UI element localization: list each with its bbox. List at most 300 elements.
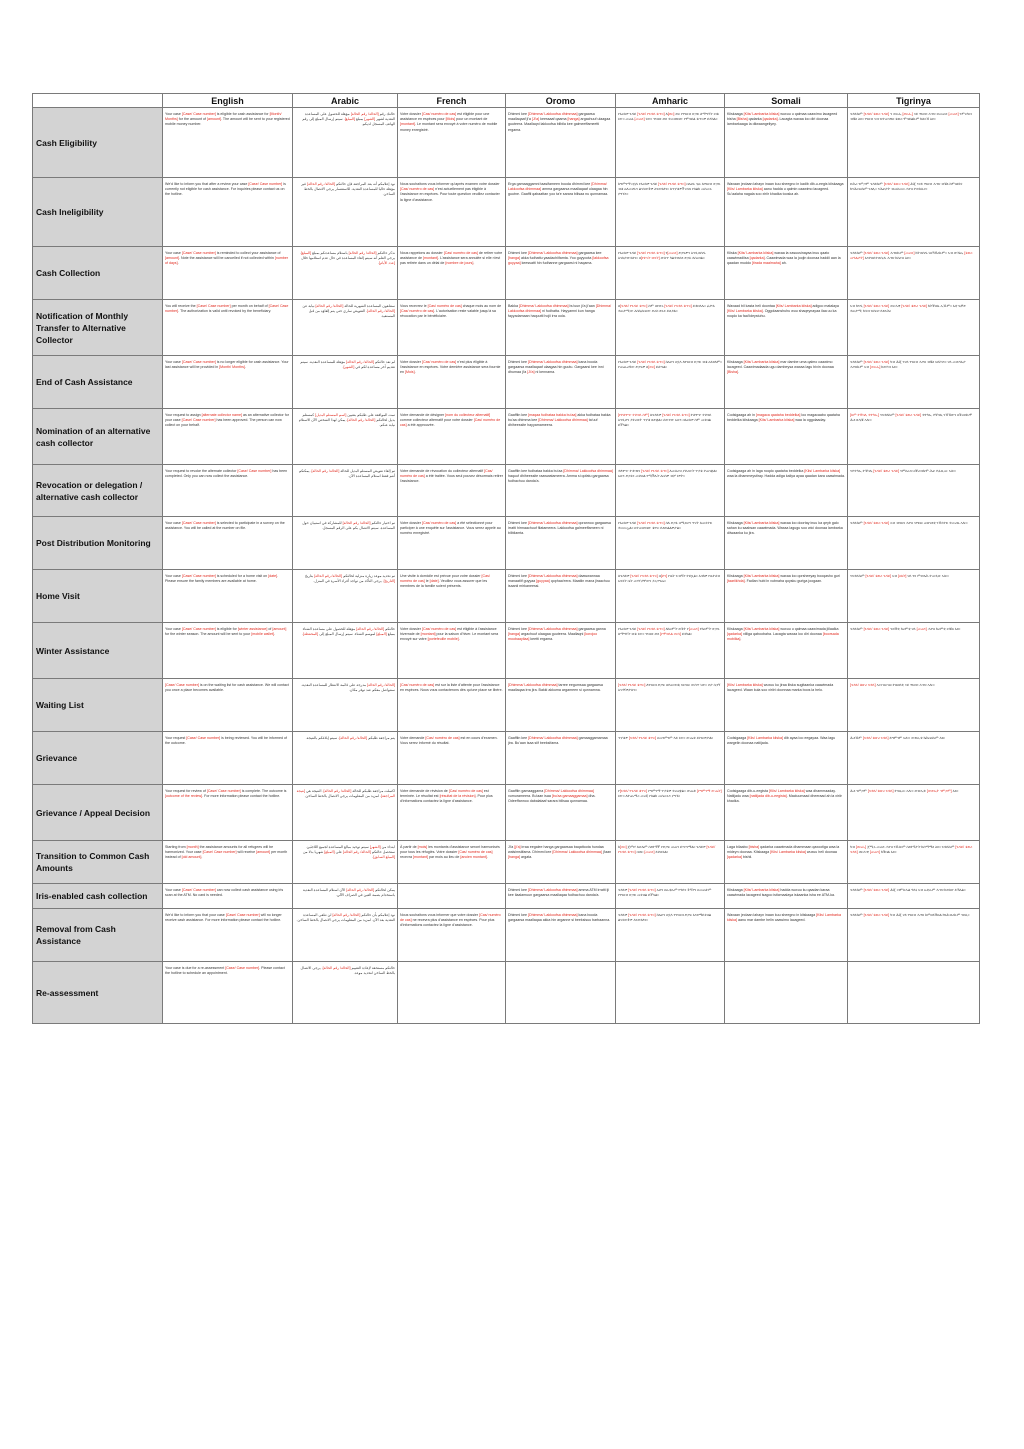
placeholder-token: [ጉዳይ/ የጉዳይ ቁጥር] [637, 360, 665, 364]
placeholder-token: [ጉዳይ/ የጉዳይ ቁጥር] [641, 469, 669, 473]
cell-tigrinya: ሕቶኹም [ጉዳይ/ ቁጽሪ ጉዳይ] ይግምገም ኣሎ። ውጽኢቱ ክሕበረኩም እዩ። [848, 732, 980, 785]
placeholder-token: [الحالة/ رقم الحالة] [350, 112, 379, 116]
placeholder-token: [ጉዳይ/ ቁጽሪ ጉዳይ] [867, 789, 894, 793]
table-row [33, 517, 980, 570]
cell-arabic: حالتك رقم [الحالة/ رقم الحالة] مؤهلة للحصول على المساعدة النقدية لشهر [الشهر] بمبلغ [المبلغ]. سيتم إرسال المبلغ إلى رقم الهاتف المسجل لديكم. [293, 108, 398, 178]
placeholder-token: [Kiis/ Lambarka kiiska] [770, 850, 806, 855]
cell-amharic: የ[ጉዳይ/ የጉዳይ ቁጥር] የግምገማ ጥያቄዎ ተጠናቋል። ውጤቱ [የግምገማ ውጤት] ነው። ለተጨማሪ መረጃ የስልክ መስመሩን ያግኙ። [616, 785, 725, 841]
placeholder-token: [Bisha] [736, 117, 748, 122]
placeholder-token: [Case/ Case number] [165, 683, 199, 687]
cell-arabic: يتم مراجعة طلبكم [الحالة/ رقم الحالة]. سيتم إبلاغكم بالنتيجة. [293, 732, 398, 785]
placeholder-token: [hanga] [508, 256, 520, 261]
placeholder-token: [Cas/ numéro de cas] [400, 418, 501, 428]
cell-arabic: نود إعلامكم أنه بعد المراجعة فإن حالتكم [الحالة/ رقم الحالة] غير مؤهلة حاليا للمساعدة النقدية. للاستفسار يرجى الاتصال بالخط الساخن. [293, 178, 398, 247]
placeholder-token: [ጉዳይ/ ቁጽሪ ጉዳይ] [863, 521, 890, 525]
placeholder-token: [Kiis/ Lambarka kiiska] [727, 187, 763, 192]
placeholder-token: [Cas/ numéro de cas] [421, 627, 457, 631]
placeholder-token: [ጉዳይ/ የጉዳይ ቁጥር] [637, 112, 665, 116]
cell-arabic: يمكن لحالتكم [الحالة/ رقم الحالة] الآن استلام المساعدة النقدية باستخدام بصمة العين في الصراف الآلي. [293, 884, 398, 909]
row-label: Cash Eligibility [33, 108, 163, 178]
placeholder-token: [Kiis/ Lambarka kiiska] [743, 360, 780, 364]
cell-french: Nous souhaitons vous informer qu'après examen votre dossier [Cas/ numéro de cas] n'est actuellement pas éligible à l'assistance en espèces. Pour toute question veuillez contacter la ligne d'assistance. [398, 178, 506, 247]
placeholder-token: [التاريخ] [383, 579, 395, 584]
placeholder-token: [hanga] [567, 117, 580, 122]
placeholder-token: [الحالة/ رقم الحالة] [367, 683, 395, 687]
placeholder-token: [Case/ Case number] [181, 574, 216, 578]
placeholder-token: [ji'a] [514, 845, 521, 849]
placeholder-token: [nombre de jours] [445, 261, 474, 266]
placeholder-token: [ጉዳይ/ ቁጽሪ ጉዳይ] [873, 469, 899, 473]
cell-english: We'd like to inform you that after a review your case [Case/ Case number] is currently not eligible for cash assistance. For inquiries please contact us on the hotline. [163, 178, 293, 247]
table-row [33, 409, 980, 465]
placeholder-token: [ጉዳይ/ ቁጽሪ ጉዳይ] [863, 888, 890, 892]
cell-amharic: ጉዳይዎ [ጉዳይ/ የጉዳይ ቁጥር] አሁን በኤቲኤም የዓይን ቅኝትን በመጠቀም የገንዘብ ድጋፍ መቀበል ይችላል። [616, 884, 725, 909]
table-row [33, 962, 980, 1024]
header-arabic: Arabic [293, 94, 398, 108]
placeholder-token: [Dhimma/ Lakkoofsa dhimmaa] [563, 469, 613, 473]
placeholder-token: [Kiis/ Lambarka kiiska] [737, 251, 774, 255]
placeholder-token: [nom du collecteur alternatif] [445, 413, 491, 417]
placeholder-token: [ጉዳይ/ ቁጽሪ ጉዳይ] [863, 360, 890, 364]
cell-somali: Codsigaaga dib-u-eegista [Kiis/ Lambarka kiiska] waa dhammaaday. Natiijadu waa [natiijada dib-u-eegista]. Macluumaad dheeraad ah la xiriir khadka. [725, 785, 848, 841]
placeholder-token: [tirada maalmaha] [751, 261, 781, 266]
placeholder-token: [ጉዳይ/ የጉዳይ ቁጥር] [628, 888, 656, 892]
row-label: Transition to Common Cash Amounts [33, 841, 163, 884]
placeholder-token: [الحالة/ رقم الحالة] [367, 309, 395, 314]
cell-french: Votre demande de révocation du collecteur alternatif [Cas/ numéro de cas] a été traitée. Vous seul pouvez désormais retirer l'assistance. [398, 465, 506, 517]
placeholder-token: [ጉዳይ/ ቁጽሪ ጉዳይ] [863, 627, 890, 631]
cell-french [398, 962, 506, 1024]
placeholder-token: [Case/ Case number] [248, 182, 283, 186]
placeholder-token: [ወርሒ] [902, 112, 913, 116]
placeholder-token: [الحالة/ رقم الحالة] [348, 251, 377, 255]
placeholder-token: [amount] [272, 627, 287, 631]
row-label: Grievance [33, 732, 163, 785]
row-label: Post Distribution Monitoring [33, 517, 163, 570]
cell-oromo: Erga gamaaggamni taasifameen booda dhimmi kee [Dhimma/ Lakkoofsa dhimmaa] amma gargaarsa maallaqaaf ulaagaa hin guutne. Gaaffii qabaattan yoo ta'e sarara bilisaa nu qunnamaa. [506, 178, 616, 247]
header-row [33, 94, 980, 108]
placeholder-token: [اسم المستلم البديل] [315, 413, 347, 417]
table-row [33, 178, 980, 247]
placeholder-token: [ወር] [619, 845, 627, 849]
cell-arabic: [الحالة/ رقم الحالة] مدرجة على قائمة الانتظار للمساعدة النقدية. سنتواصل معكم عند توفر مكان. [293, 679, 398, 732]
placeholder-token: [ጉዳይ/ ቁጽሪ ጉዳይ] [863, 913, 890, 917]
row-label: Re-assessment [33, 962, 163, 1024]
placeholder-token: [portefeuille mobile] [427, 637, 459, 642]
cell-arabic: تم إلغاء تفويض المستلم البديل للحالة [الحالة/ رقم الحالة]. يمكنكم أنتم فقط استلام المساعدة الآن. [293, 465, 398, 517]
placeholder-token: [Cas/ numéro de cas] [400, 913, 501, 923]
placeholder-token: [መጠን] [948, 112, 959, 116]
placeholder-token: [Case/ Case number] [181, 627, 216, 631]
cell-english: [Case/ Case number] is on the waiting list for cash assistance. We will contact you once a place becomes available. [163, 679, 293, 732]
placeholder-token: [montant] [412, 855, 428, 860]
table-row [33, 570, 980, 623]
cell-arabic: ستتلقون المساعدة الشهرية للحالة [الحالة/ رقم الحالة] نيابة عن [الحالة/ رقم الحالة]. التفويض ساري حتى يتم إلغاؤه من قبل المستفيد. [293, 300, 398, 356]
cell-tigrinya: ጉዳይኩም [ጉዳይ/ ቁጽሪ ጉዳይ] ኣብ ብዛዕባ ሓገዝ ዝግበር መጽናዕቲ ንኽሳተፍ ተመሪጹ ኣሎ። [848, 517, 980, 570]
placeholder-token: [ጉዳይ/ የጉዳይ ቁጥር] [662, 413, 690, 417]
placeholder-token: [ጉዳይ/ ቁጽሪ ጉዳይ] [863, 112, 890, 116]
cell-french: Votre dossier [Cas/ numéro de cas] est éligible pour une assistance en espèces pour [Mois] pour un montant de [montant]. Le montant sera envoyé à votre numéro de mobile money enregistré. [398, 108, 506, 178]
cell-english: Your case [Case/ Case number] can now collect cash assistance using iris scan at the ATM. No card is needed. [163, 884, 293, 909]
table-row [33, 247, 980, 300]
cell-french: Votre demande de désigner [nom du collecteur alternatif] comme collecteur alternatif pour votre dossier [Cas/ numéro de cas] a été approuvée. [398, 409, 506, 465]
placeholder-token: [نتيجة المراجعة] [296, 789, 395, 799]
placeholder-token: [Dhimma/ Lakkoofsa dhimmaa] [527, 913, 578, 917]
placeholder-token: [عدد الأيام] [379, 261, 395, 266]
placeholder-token: [መጠን] [644, 850, 655, 855]
cell-french [398, 884, 506, 909]
cell-arabic: ابتداء من [الشهر] سيتم توحيد مبالغ المساعدة لجميع اللاجئين. ستحصل حالتكم [الحالة/ رقم الحالة] على [المبلغ] شهريا بدلا من [المبلغ السابق]. [293, 841, 398, 884]
row-label: Home Visit [33, 570, 163, 623]
cell-oromo: Dhimmi kee [Dhimma/ Lakkoofsa dhimmaa] amma ATM irratti iji kee ilaalamuun gargaarsa maallaqaa fudhachuu danda'a. [506, 884, 616, 909]
cell-french: Votre demande [Cas/ numéro de cas] est en cours d'examen. Vous serez informé du résultat. [398, 732, 506, 785]
placeholder-token: [winter assistance] [237, 627, 268, 631]
placeholder-token: [Ji'a] [527, 370, 535, 375]
placeholder-token: [Case/ Case number] [202, 850, 237, 855]
placeholder-token: [Kiis/ Lambarka kiiska] [743, 521, 780, 525]
cell-tigrinya: ኣብ ክንዲ [ጉዳይ/ ቁጽሪ ጉዳይ] ወርሓዊ [ጉዳይ/ ቁጽሪ ጉዳይ] ክትቕበሉ ኢኹም። እቲ ፍቓድ ተጠቃሚ ክሳብ ዝስርዞ ይጸንሕ። [848, 300, 980, 356]
placeholder-token: [maqaa fudhataa bakka bu'aa] [528, 413, 577, 417]
placeholder-token: [Cas/ numéro de cas] [400, 683, 435, 687]
placeholder-token: [ወርሒ] [870, 365, 881, 370]
placeholder-token: [Dhimma/ Lakkoofsa dhimmaa] [552, 850, 602, 855]
placeholder-token: [amount] [256, 850, 271, 855]
cell-tigrinya: ሕቶ ገምጋም [ጉዳይ/ ቁጽሪ ጉዳይ] ተዛዚሙ ኣሎ። ውጽኢቱ [ውጽኢት ገምጋም] እዩ። [848, 785, 980, 841]
cell-english: Your case [Case/ Case number] is scheduled for a home visit on [date]. Please ensure the family members are available at home. [163, 570, 293, 623]
message-translation-table [32, 93, 980, 1024]
placeholder-token: [ወርሒ] [855, 845, 867, 849]
placeholder-token: [Bisha] [727, 370, 738, 375]
cell-english: Your case [Case/ Case number] is reminded to collect your assistance of [amount]. Note the assistance will be cancelled if not collected within [number of days]. [163, 247, 293, 300]
row-label: Grievance / Appeal Decision [33, 785, 163, 841]
placeholder-token: [ጉዳይ/ ቁጽሪ ጉዳይ] [850, 683, 876, 687]
placeholder-token: [መጠን] [634, 117, 645, 122]
cell-french: Une visite à domicile est prévue pour votre dossier [Cas/ numéro de cas] le [date]. Veuillez vous assurer que les membres de la famille soient présents. [398, 570, 506, 623]
placeholder-token: [ጉዳይ/ የጉዳይ ቁጥር] [658, 182, 686, 186]
placeholder-token: [Mois] [405, 370, 415, 375]
cell-oromo: Dhimmi kee [Dhimma/ Lakkoofsa dhimmaa] gargaarsa ganna [hanga] argachuuf ulaagaa guuteera. Maallaqni [korojoo moobaayilaa] keetti ergama. [506, 623, 616, 679]
placeholder-token: [የግምገማ ውጤት] [697, 789, 722, 793]
placeholder-token: [montant] [422, 256, 438, 261]
placeholder-token: [የቀናት ብዛት] [640, 256, 660, 261]
table-row [33, 841, 980, 884]
placeholder-token: [mobile wallet] [251, 632, 275, 637]
placeholder-token: [Case/ Case number] [225, 966, 260, 970]
cell-oromo: [Dhimma/ Lakkoofsa dhimmaa] tarree eegumsaa gargaarsa maallaqaa irra jira. Bakki akkuma argameen si qunnamna. [506, 679, 616, 732]
placeholder-token: [Dhimma/ Lakkoofsa dhimmaa] [528, 736, 578, 740]
row-label: Notification of Monthly Transfer to Alternative Collector [33, 300, 163, 356]
placeholder-token: [ጉዳይ/ ቁጽሪ ጉዳይ] [863, 304, 890, 308]
placeholder-token: [korojoo moobaayilaa] [508, 632, 598, 642]
placeholder-token: [ጉዳይ/ ቁጽሪ ጉዳይ] [850, 845, 973, 855]
cell-french: Votre demande de révision de [Cas/ numéro de cas] est terminée. Le résultat est [résultat de la révision]. Pour plus d'informations contactez la ligne d'assistance. [398, 785, 506, 841]
placeholder-token: [montant] [400, 122, 415, 127]
placeholder-token: [ጉዳይ/ የጉዳይ ቁጥር] [628, 913, 656, 917]
placeholder-token: [Cas/ numéro de cas] [458, 850, 493, 855]
cell-somali: Kiiskaaga [Kiis/ Lambarka kiiska] waxaa loo doortay inuu ka qeyb galo sahan ku saabsan caawimada. Waxaa lagugu soo wici doonaa lambarka diiwaanka ku jira. [725, 517, 848, 570]
cell-somali: Waxaan jeclaan lahayn inaan kuu sheegno in kiiskaaga [Kiis/ Lambarka kiiska] aanu mar dambe helin caawimo lacageed. [725, 909, 848, 962]
row-label: Nomination of an alternative cash collector [33, 409, 163, 465]
placeholder-token: [Case/ Case number] [181, 418, 216, 423]
placeholder-token: [Dhimma/ Lakkoofsa dhimmaa] [527, 251, 578, 255]
placeholder-token: [الحالة/ رقم الحالة] [356, 627, 385, 631]
placeholder-token: [ጉዳይ/ ቁጽሪ ጉዳይ] [895, 413, 922, 417]
placeholder-token: [الحالة/ رقم الحالة] [347, 418, 376, 423]
placeholder-token: [Case/ Case number] [237, 469, 272, 473]
placeholder-token: [qadarka] [749, 256, 765, 261]
placeholder-token: [ጉዳይ/ የጉዳይ ቁጥር] [618, 683, 646, 687]
cell-amharic: ተለዋጭ ተቀባዩን [ጉዳይ/ የጉዳይ ቁጥር] ለመሰረዝ ያቀረቡት ጥያቄ ተጠናቋል። አሁን ድጋፉን መቀበል የሚችሉት እርስዎ ብቻ ነዎት። [616, 465, 725, 517]
placeholder-token: [Dhimma/ Lakkoofsa dhimmaa] [527, 627, 578, 631]
placeholder-token: [الحالة/ رقم الحالة] [323, 789, 352, 793]
placeholder-token: [date] [268, 574, 278, 578]
cell-somali: [Kiis/ Lambarka kiiska] wuxuu ku jiraa liiska sugitaanka caawimada lacageed. Waan kula soo xiriiri doonnaa marka boos la helo. [725, 679, 848, 732]
placeholder-token: [Kiis/ Lambarka kiiska] [758, 418, 795, 423]
placeholder-token: [الحالة/ رقم الحالة] [346, 360, 375, 364]
header-corner [33, 94, 163, 108]
cell-french: À partir de [mois] les montants d'assistance seront harmonisés pour tous les réfugiés. Votre dossier [Cas/ numéro de cas] recevra [montant] par mois au lieu de [ancien montant]. [398, 841, 506, 884]
placeholder-token: [Dhimma/ Lakkoofsa dhimmaa] [527, 521, 578, 525]
placeholder-token: [ጉዳይ/ የጉዳይ ቁጥር] [637, 521, 665, 525]
header-oromo: Oromo [506, 94, 616, 108]
cell-oromo: Dhimmi kee [Dhimma/ Lakkoofsa dhimmaa] daawwannaa manaatiif guyyaa [guyyaa] qophaa'eera. Maatiin mana jiraachuu isaanii mirkaneessi. [506, 570, 616, 623]
cell-tigrinya: ጉዳይኩም [ጉዳይ/ ቁጽሪ ጉዳይ] ሓገዝኩም [መጠን] ክትወስዱ ነዘኻኽረኩም። ኣብ ውሽጢ [ቁጽሪ መዓልታት] እንተዘይተወሲዱ ሓገዝ ክስረዝ እዩ። [848, 247, 980, 300]
cell-english: Your case is due for a re-assessment [Case/ Case number]. Please contact the hotline to schedule an appointment. [163, 962, 293, 1024]
placeholder-token: [Case/ Case number] [181, 112, 216, 116]
row-label: Winter Assistance [33, 623, 163, 679]
cell-english: Your request [Case/ Case number] is being reviewed. You will be informed of the outcome. [163, 732, 293, 785]
cell-oromo: Gaaffiin kee fudhataa bakka bu'aa [Dhimma/ Lakkoofsa dhimmaa] haquuf dhiheessite raawwatameera. Amma si qofatu gargaarsa fudhachuu danda'a. [506, 465, 616, 517]
placeholder-token: [መጠን] [688, 627, 699, 631]
placeholder-token: [Month/ Months] [219, 365, 245, 370]
placeholder-token: [Cas/ numéro de cas] [425, 736, 460, 740]
cell-amharic: የእርስዎ ጉዳይ [ጉዳይ/ የጉዳይ ቁጥር] ከአሁን በኋላ ለገንዘብ ድጋፍ ብቁ አይደለም። የመጨረሻው ድጋፍዎ በ[ወር] ይሰጣል። [616, 356, 725, 409]
cell-arabic: حالتكم [الحالة/ رقم الحالة] مؤهلة للحصول على مساعدة الشتاء بمبلغ [المبلغ] لموسم الشتاء. سيتم إرسال المبلغ إلى [المحفظة]. [293, 623, 398, 679]
cell-somali: Kiiskaaga [Kiis/ Lambarka kiiska] hadda wuxuu ku qaadan karaa caawimada lacageed isagoo isticmaalaya iskaanka isha ee ATM-ka. [725, 884, 848, 909]
placeholder-token: [number of days] [165, 256, 289, 266]
cell-tigrinya: ጉዳይኩም [ጉዳይ/ ቁጽሪ ጉዳይ] ንወቕቲ ክረምቲ ናይ [መጠን] ሓገዝ ክረምቲ ብቑዕ እዩ። [848, 623, 980, 679]
placeholder-token: [montant] [420, 632, 436, 637]
placeholder-token: [month] [186, 845, 199, 849]
cell-oromo: Dhimmi kee [Dhimma/ Lakkoofsa dhimmaa] qorannoo gargaarsa irratti hirmaachuuf filatameera. Lakkoofsa galmeeffameen ni bilbilamta. [506, 517, 616, 570]
placeholder-token: [ጉዳይ/ የጉዳይ ቁጥር] [630, 574, 658, 578]
header-tigrinya: Tigrinya [848, 94, 980, 108]
placeholder-token: [መጠን] [916, 627, 927, 631]
placeholder-token: [ዕለት] [898, 574, 907, 578]
cell-arabic: تم اختيار حالتكم [الحالة/ رقم الحالة] للمشاركة في استبيان حول المساعدة. سيتم الاتصال بكم على الرقم المسجل. [293, 517, 398, 570]
placeholder-token: [ጉዳይ/ ቁጽሪ ጉዳይ] [883, 182, 910, 186]
placeholder-token: [الحالة/ رقم الحالة] [342, 521, 371, 525]
placeholder-token: [ቀን] [660, 574, 668, 578]
cell-english: Your case [Case/ Case number] is selected to participate in a survey on the assistance. You will be called at the number on file. [163, 517, 293, 570]
placeholder-token: [guyyaa] [536, 579, 550, 584]
cell-amharic [616, 962, 725, 1024]
placeholder-token: [Month/ Months] [165, 112, 282, 122]
placeholder-token: [Kiis/ Lambarka kiiska] [727, 913, 841, 923]
placeholder-token: [Kiis/ Lambarka kiiska] [743, 627, 780, 631]
placeholder-token: [Case/ Case number] [181, 521, 216, 525]
table-row [33, 909, 980, 962]
cell-somali: Kiiskaaga [Kiis/ Lambarka kiiska] wuxuu u qalmaa caawimo lacageed bisha [Bisha] qadarka [qadarka]. Lacagta waxaa loo diri doonaa lambarkaaga la diiwaangeliyey. [725, 108, 848, 178]
cell-tigrinya [848, 962, 980, 1024]
placeholder-token: [Cas/ numéro de cas] [421, 360, 457, 364]
placeholder-token: [Dhimma/ Lakkoofsa dhimmaa] [538, 418, 588, 423]
row-label: Revocation or delegation / alternative cash collector [33, 465, 163, 517]
cell-oromo: Dhimmi kee [Dhimma/ Lakkoofsa dhimmaa] kana booda gargaarsa maallaqaaf ulaagaa hin guutu. Gargaarsi kee inni dhumaa ji'a [Ji'a] ni kennama. [506, 356, 616, 409]
cell-french: Vous recevrez le [Cas/ numéro de cas] chaque mois au nom de [Cas/ numéro de cas]. L'autorisation reste valable jusqu'à sa révocation par le bénéficiaire. [398, 300, 506, 356]
placeholder-token: [Cas/ numéro de cas] [421, 521, 457, 525]
row-label: Removal from Cash Assistance [33, 909, 163, 962]
placeholder-token: [الشهر] [369, 845, 381, 849]
cell-oromo: Gaaffiin kee [Dhimma/ Lakkoofsa dhimmaa] gamaaggamamaa jira. Bu'aan isaa siif beeksifama. [506, 732, 616, 785]
cell-somali: Laga bilaabo [bisha] qadarka caawimada dhammaan qaxootiga waa la mideyn doonaa. Kiiskaaga [Kiis/ Lambarka kiiska] wuxuu heli doonaa [qadarka] bishii. [725, 841, 848, 884]
cell-amharic: [የተለዋጭ ተቀባይ ስም] ለጉዳይዎ [ጉዳይ/ የጉዳይ ቁጥር] ተለዋጭ ተቀባይ እንዲሆን ያቀረቡት ጥያቄ ጸድቋል። ሰውየው አሁን በእርስዎ ስም መቀበል ይችላል። [616, 409, 725, 465]
header-french: French [398, 94, 506, 108]
cell-english: Your request for review of [Case/ Case number] is complete. The outcome is [outcome of the review]. For more information please contact the hotline. [163, 785, 293, 841]
cell-oromo: Bakka [Dhimma/ Lakkoofsa dhimmaa] bu'uun ji'a ji'aan [Dhimma/ Lakkoofsa dhimmaa] ni fudhatta. Hayyamni kun hanga fayyadamaan haquutti hojii irra oola. [506, 300, 616, 356]
placeholder-token: [Cas/ numéro de cas] [400, 574, 490, 584]
row-label: Waiting List [33, 679, 163, 732]
placeholder-token: [Cas/ numéro de cas] [427, 304, 462, 308]
table-row [33, 884, 980, 909]
cell-amharic: ለጉዳይዎ [ጉዳይ/ የጉዳይ ቁጥር] በ[ቀን] የቤት ጉብኝት ተይዟል። እባክዎ የቤተሰብ አባላት ቤት መገኘታቸውን ያረጋግጡ። [616, 570, 725, 623]
placeholder-token: [ጉዳይ/ የጉዳይ ቁጥር] [637, 627, 665, 631]
cell-english: Your case [Case/ Case number] is no longer eligible for cash assistance. Your last assistance will be provided in [Month/ Months]. [163, 356, 293, 409]
cell-tigrinya: ጉዳይኩም [ጉዳይ/ ቁጽሪ ጉዳይ] ካብ ሕጂ ናይ ገንዘብ ሓገዝ ከምዘይቕበል ክንሕብረኩም ንደሊ። [848, 909, 980, 962]
placeholder-token: [Case/ Case number] [186, 736, 221, 740]
cell-english: Your request to revoke the alternate collector [Case/ Case number] has been completed. Only you can now collect the assistance. [163, 465, 293, 517]
row-label: End of Cash Assistance [33, 356, 163, 409]
cell-tigrinya: ጉዳይኩም [ጉዳይ/ ቁጽሪ ጉዳይ] ን ወርሒ [ወርሒ] ናይ ገንዘብ ሓገዝ ብመጠን [መጠን] ንምርካብ ብቑዕ እዩ። ገንዘብ ናብ ዝተመዝገበ ቁጽሪ ሞባይልኩም ክለኣኽ እዩ። [848, 108, 980, 178]
placeholder-token: [Case/ Case number] [225, 913, 260, 917]
placeholder-token: [المبلغ] [344, 117, 356, 122]
table-row [33, 300, 980, 356]
placeholder-token: [ጉዳይ/ የጉዳይ ቁጥር] [620, 304, 648, 308]
cell-french: Votre dossier [Cas/ numéro de cas] n'est plus éligible à l'assistance en espèces. Votre dernière assistance sera fournie en [Mois]. [398, 356, 506, 409]
placeholder-token: [Kiis/ Lambarka kiiska] [747, 736, 783, 740]
cell-tigrinya: ንጉዳይኩም [ጉዳይ/ ቁጽሪ ጉዳይ] ኣብ [ዕለት] ናይ ገዛ ምብጻሕ ተመዲቡ ኣሎ። [848, 570, 980, 623]
cell-amharic: በ[ጉዳይ/ የጉዳይ ቁጥር] ስም በየወሩ [ጉዳይ/ የጉዳይ ቁጥር] ይቀበላሉ። ፈቃዱ ተጠቃሚው እስኪሰርዘው ድረስ ጸንቶ ይቆያል። [616, 300, 725, 356]
cell-tigrinya: ንተተካኢ ተቐባሊ [ጉዳይ/ ቁጽሪ ጉዳይ] ንምስራዝ ዘቕረብኩሞ ሕቶ ተፈጺሙ ኣሎ። [848, 465, 980, 517]
placeholder-token: [Dhimma/ Lakkoofsa dhimmaa] [527, 574, 578, 578]
header-amharic: Amharic [616, 94, 725, 108]
cell-arabic: لم تعد حالتكم [الحالة/ رقم الحالة] مؤهلة للمساعدة النقدية. سيتم تقديم آخر مساعدة لكم في [الشهر]. [293, 356, 398, 409]
placeholder-token: [Kiis/ Lambarka kiiska] [727, 309, 763, 314]
placeholder-token: [Cas/ numéro de cas] [400, 309, 435, 314]
placeholder-token: [Cas/ numéro de cas] [400, 187, 435, 192]
placeholder-token: [Case/ Case number] [165, 304, 289, 314]
table-row [33, 108, 980, 178]
placeholder-token: [Dhimma/ Lakkoofsa dhimmaa] [544, 789, 594, 793]
placeholder-token: [hanga] [508, 632, 520, 637]
placeholder-token: [الحالة/ رقم الحالة] [339, 736, 368, 740]
cell-oromo [506, 962, 616, 1024]
placeholder-token: [mois] [417, 845, 428, 849]
cell-oromo: Dhimmi kee [Dhimma/ Lakkoofsa dhimmaa] gargaarsa kee [hanga] akka fudhattu yaadachiifamta. Yoo guyyoota [lakkoofsa guyyaa] keessatti hin fudhanne gargaarsi ni haqama. [506, 247, 616, 300]
header-english: English [163, 94, 293, 108]
placeholder-token: [Kiis/ Lambarka kiiska] [743, 574, 780, 578]
cell-oromo: Gaaffiin gamaaggama [Dhimma/ Lakkoofsa dhimmaa] xumurameera. Bu'aan isaa [bu'aa gamaaggamaa] dha. Odeeffannoo dabalataaf sarara bilisaa qunnamaa. [506, 785, 616, 841]
placeholder-token: [ጉዳይ/ የጉዳይ ቁጥር] [637, 251, 665, 255]
cell-amharic: የእርስዎ ጉዳይ [ጉዳይ/ የጉዳይ ቁጥር] ስለ ድጋፉ በሚደረግ ጥናት ለመሳተፍ ተመርጧል። በተመዘገበው ቁጥር ይደወልልዎታል። [616, 517, 725, 570]
placeholder-token: [الحالة/ رقم الحالة] [346, 888, 375, 892]
cell-oromo: Dhimmi kee [Dhimma/ Lakkoofsa dhimmaa] gargaarsa maallaqaaf ji'a [Ji'a] keessaaf qaama [hanga] argachuuf ulaagaa guuteera. Maallaqni lakkoofsa bilbila kee galmeeffameetti ergama. [506, 108, 616, 178]
cell-french: Nous rappelons au dossier [Cas/ numéro de cas] de retirer votre assistance de [montant]. L'assistance sera annulée si elle n'est pas retirée dans un délai de [nombre de jours]. [398, 247, 506, 300]
cell-somali: Codsigaaga ah in laga noqdo qaataha beddelka [Kiis/ Lambarka kiiska] waa la dhammeystiray. Hadda adiga kaliya ayaa qaadan kara caawimada. [725, 465, 848, 517]
placeholder-token: [qadarka] [762, 117, 778, 122]
placeholder-token: [الشهر] [343, 365, 355, 370]
placeholder-token: [መጠን] [869, 850, 880, 855]
placeholder-token: [Kiis/ Lambarka kiiska] [768, 789, 805, 793]
placeholder-token: [bisha] [748, 845, 760, 849]
placeholder-token: [Kiis/ Lambarka kiiska] [727, 683, 763, 687]
placeholder-token: [الحالة/ رقم الحالة] [322, 966, 351, 970]
cell-arabic: نود إعلامكم بأن حالتكم [الحالة/ رقم الحالة] لن تتلقى المساعدة النقدية بعد الآن. لمزيد من المعلومات يرجى الاتصال بالخط الساخن. [293, 909, 398, 962]
cell-tigrinya: [ስም ተቐባሊ ተተካኢ] ንጉዳይኩም [ጉዳይ/ ቁጽሪ ጉዳይ] ተተካኢ ተቐባሊ ንኽኸውን ዘቕረብኩሞ ሕቶ ጸዲቑ ኣሎ። [848, 409, 980, 465]
cell-tigrinya: [ጉዳይ/ ቁጽሪ ጉዳይ] ኣብ ዝርዝር ተጸበይቲ ናይ ገንዘብ ሓገዝ ኣሎ። [848, 679, 980, 732]
placeholder-token: [Cas/ numéro de cas] [443, 251, 478, 255]
placeholder-token: [ጉዳይ/ የጉዳይ ቁጥር] [664, 304, 692, 308]
placeholder-token: [የሞባይል ቦርሳ] [660, 632, 681, 637]
placeholder-token: [ጉዳይ/ ቁጽሪ ጉዳይ] [901, 304, 927, 308]
table-row [33, 732, 980, 785]
placeholder-token: [Case/ Case number] [206, 789, 241, 793]
placeholder-token: [qadarka] [727, 855, 742, 860]
placeholder-token: [المبلغ] [376, 632, 387, 637]
placeholder-token: [Dhimma/ Lakkoofsa dhimmaa] [508, 182, 607, 192]
placeholder-token: [Dhimma/ Lakkoofsa dhimmaa] [527, 888, 578, 892]
cell-arabic: نذكر حالتكم [الحالة/ رقم الحالة] باستلام مساعدتكم بمبلغ [المبلغ]. يرجى العلم أنه سيتم إلغاء المساعدة في حال عدم استلامها خلال [عدد الأيام]. [293, 247, 398, 300]
placeholder-token: [Mois] [445, 117, 456, 122]
placeholder-token: [መጠን] [667, 251, 678, 255]
cell-oromo: Ji'a [ji'a] irraa eegalee hanga gargaarsaa baqattoota hundaa walsimsiifama. Dhimmi kee [Dhimma/ Lakkoofsa dhimmaa] ji'aan [hanga] argata. [506, 841, 616, 884]
cell-arabic: تم تحديد موعد زيارة منزلية لحالتكم [الحالة/ رقم الحالة] بتاريخ [التاريخ]. يرجى التأكد من تواجد أفراد الأسرة في المنزل. [293, 570, 398, 623]
placeholder-token: [Dhimma/ Lakkoofsa dhimmaa] [527, 112, 578, 116]
placeholder-token: [taariikhda] [727, 579, 745, 584]
placeholder-token: [الحالة/ رقم الحالة] [307, 182, 336, 186]
placeholder-token: [Kiis/ Lambarka kiiska] [743, 112, 780, 116]
placeholder-token: [ጉዳይ/ የጉዳይ ቁጥር] [618, 845, 716, 855]
placeholder-token: [Cas/ numéro de cas] [421, 112, 457, 116]
header-somali: Somali [725, 94, 848, 108]
cell-somali: Codsigaaga ah in [magaca qaataha beddelka] loo magacaabo qaataha beddelka kiiskaaga [Kiis/ Lambarka kiiska] waa la oggolaaday. [725, 409, 848, 465]
placeholder-token: [Kiis/ Lambarka kiiska] [743, 888, 780, 892]
placeholder-token: [ጉዳይ/ ቁጽሪ ጉዳይ] [863, 251, 890, 255]
table-row [33, 679, 980, 732]
placeholder-token: [ancien montant] [460, 855, 487, 860]
cell-amharic: የእርስዎ ጉዳይ [ጉዳይ/ የጉዳይ ቁጥር] የ[መጠን] ድጋፍዎን እንዲወስዱ እናስታውሳለን። በ[የቀናት ብዛት] ውስጥ ካልተወሰደ ድጋፉ ይሰረዛል። [616, 247, 725, 300]
cell-french: Votre dossier [Cas/ numéro de cas] a été sélectionné pour participer à une enquête sur l'assistance. Vous serez appelé au numéro enregistré. [398, 517, 506, 570]
placeholder-token: [ወር] [648, 365, 655, 370]
cell-amharic: [ጉዳይ/ የጉዳይ ቁጥር] ለገንዘብ ድጋፍ በተጠባባቂ ዝርዝር ውስጥ ነው። ቦታ ሲገኝ እናገኝዎታለን። [616, 679, 725, 732]
placeholder-token: [Case/ Case number] [181, 888, 216, 892]
table-row [33, 465, 980, 517]
placeholder-token: [الحالة/ رقم الحالة] [314, 574, 343, 578]
placeholder-token: [ጉዳይ/ ቁጽሪ ጉዳይ] [862, 736, 889, 740]
placeholder-token: [Dhimma/ Lakkoofsa dhimmaa] [508, 683, 558, 687]
cell-somali [725, 962, 848, 1024]
cell-amharic: የእርስዎ ጉዳይ [ጉዳይ/ የጉዳይ ቁጥር] ለክረምት ወቅት የ[መጠን] የክረምት ድጋፍ ለማግኘት ብቁ ነው። ገንዘቡ ወደ [የሞባይል ቦርሳ] ይላካል። [616, 623, 725, 679]
placeholder-token: [alternate collector name] [201, 413, 242, 417]
placeholder-token: [qadarka] [727, 632, 742, 637]
cell-somali: Kiiskaaga [Kiis/ Lambarka kiiska] mar dambe uma qalmo caawimo lacageed. Caawimadaada ugu dambeysa waxaa lagu bixin doonaa [Bisha]. [725, 356, 848, 409]
placeholder-token: [date] [429, 579, 439, 584]
placeholder-token: [الحالة/ رقم الحالة] [315, 304, 344, 308]
placeholder-token: [amount] [165, 256, 179, 261]
placeholder-token: [Cas/ numéro de cas] [448, 789, 483, 793]
placeholder-token: [ቁጽሪ መዓልታት] [850, 251, 973, 261]
placeholder-token: [Cas/ numéro de cas] [400, 469, 493, 479]
